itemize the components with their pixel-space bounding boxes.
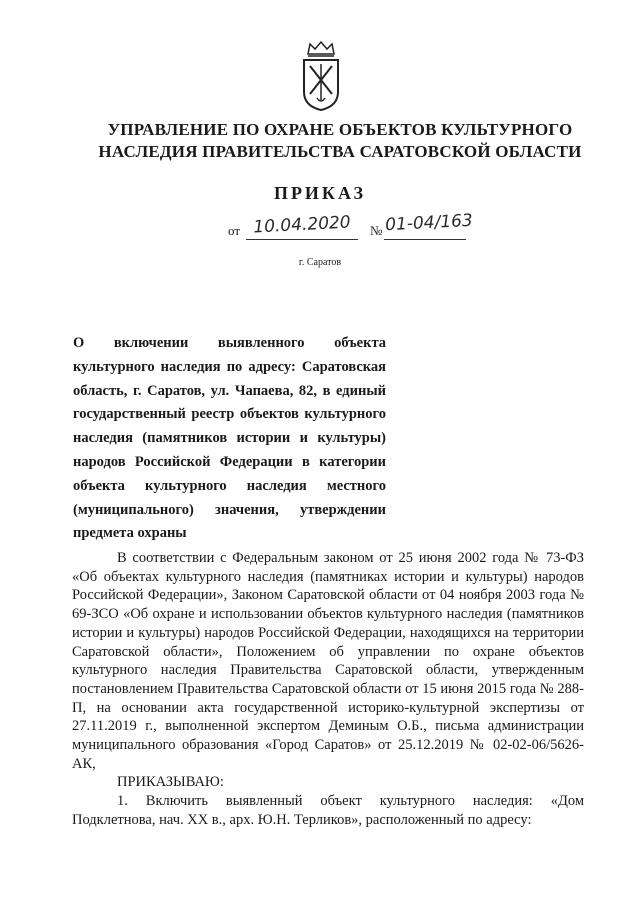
order-subject: О включении выявленного объекта культурного наследия по адресу: Саратовская область, г. Саратов, ул. Чапаева, 82, в единый государственный реестр объектов культурного наследия (памятников истории и культуры) народов Российской Федерации в категории объекта культурного наследия местного (муниципального) значения, утверждении предмета охраны (73, 335, 386, 542)
number-label: № (370, 223, 383, 238)
organization-name-line2: НАСЛЕДИЯ ПРАВИТЕЛЬСТВА САРАТОВСКОЙ ОБЛАСТИ (98, 142, 582, 161)
order-word: ПРИКАЗЫВАЮ: (117, 774, 224, 791)
date-number-row (0, 210, 640, 247)
document-type-title: ПРИКАЗ (273, 183, 367, 203)
organization-name-line1: УПРАВЛЕНИЕ ПО ОХРАНЕ ОБЪЕКТОВ КУЛЬТУРНОГО (107, 120, 573, 139)
date-underline (246, 239, 358, 240)
handwritten-number: 01-04/163 (384, 210, 474, 236)
number-underline (384, 239, 466, 240)
order-item-1: 1. Включить выявленный объект культурного наследия: «Дом Подклетнова, нач. XX в., арх. Ю.Н. Терликов», расположенный по адресу: (72, 793, 584, 828)
city-line: г. Саратов (298, 257, 342, 268)
saratov-coat-of-arms-icon (300, 40, 342, 112)
handwritten-date: 10.04.2020 (252, 212, 352, 238)
preamble-paragraph: В соответствии с Федеральным законом от 25 июня 2002 года № 73-ФЗ «Об объектах культурного наследия (памятниках истории и культуры) народов Российской Федерации», Законом Саратовской области от 04 ноября 2003 года № 69-ЗСО «Об охране и использовании объектов культурного наследия (памятников истории и культуры) народов Российской Федерации, находящихся на территории Саратовской области», Положением об управлении по охране объектов культурного наследия Правительства Саратовской области, утвержденным постановлением Правительства Саратовской области от 15 июня 2015 года № 288-П, на основании акта государственной историко-культурной экспертизы от 27.11.2019 г., выполненной экспертом Деминым О.Б., письма администрации муниципального образования «Город Саратов» от 25.12.2019 № 02-02-06/5626-АК, (72, 550, 584, 772)
date-label: от (228, 223, 241, 238)
order-body (72, 549, 584, 830)
